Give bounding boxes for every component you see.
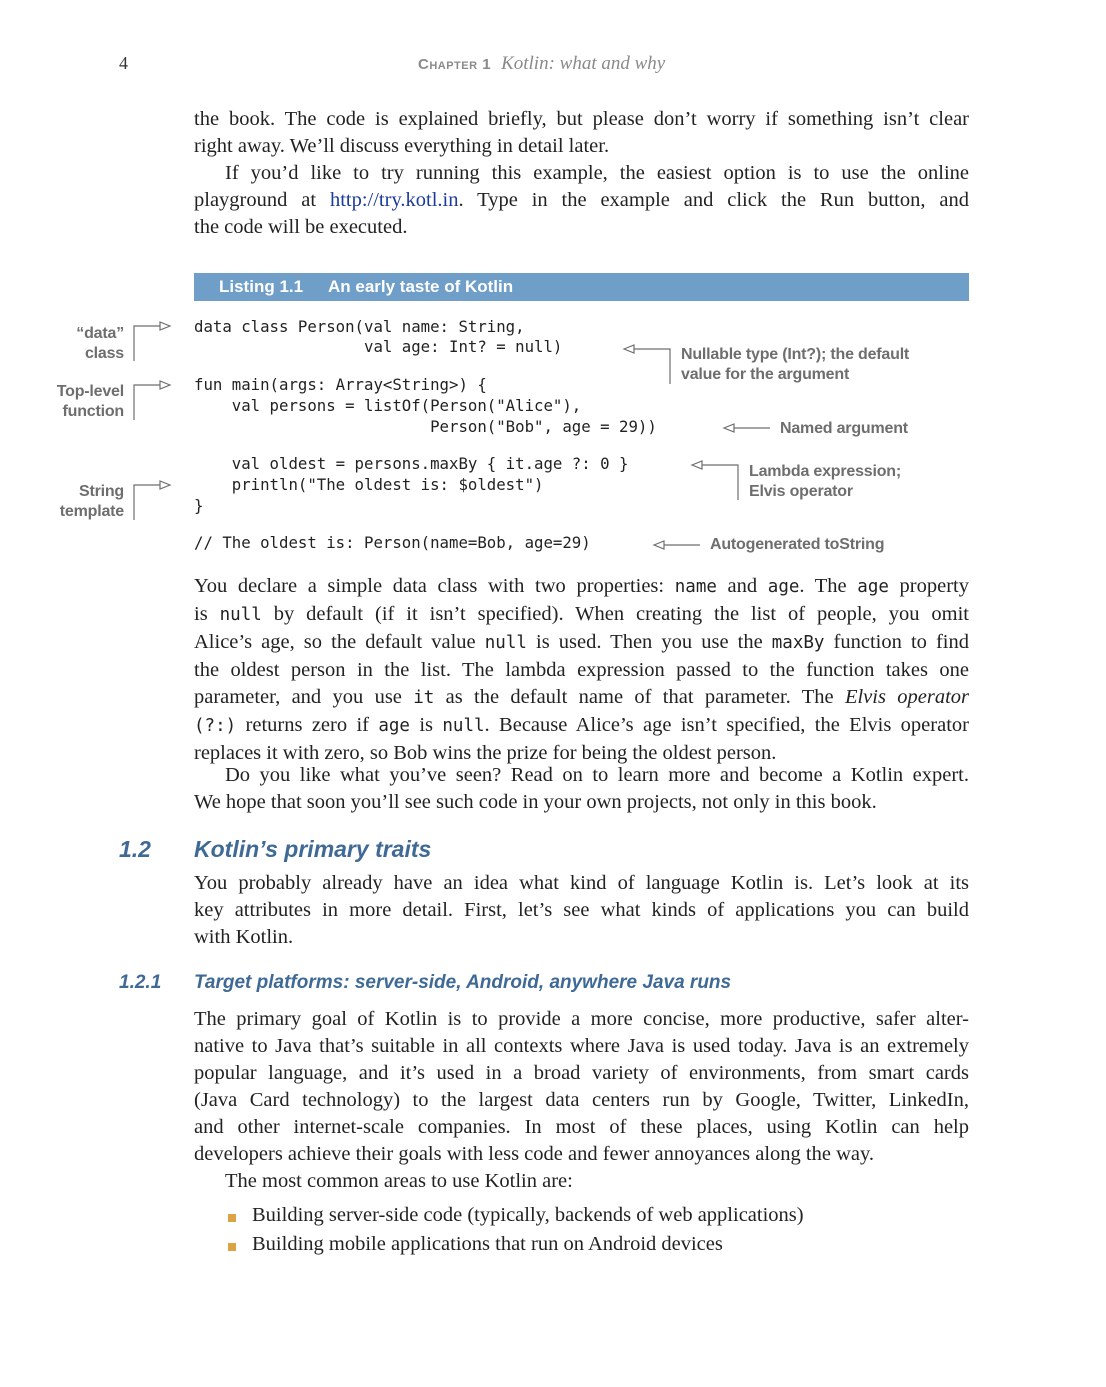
text-line — [194, 684, 969, 712]
text-line: with Kotlin. — [194, 926, 294, 948]
text-line: the oldest person in the list. The lambda expression passed to the function takes one — [194, 659, 969, 681]
callout-text: value for the argument — [681, 366, 850, 383]
text-span: . Because Alice’s age isn’t specified, the Elvis operator — [484, 714, 969, 736]
callout-text: function — [62, 403, 124, 420]
arrow-head — [624, 345, 634, 353]
text-span: function to find — [824, 631, 969, 653]
text-span: and — [716, 575, 768, 597]
text-line: key attributes in more detail. First, let’s see what kinds of applications you can build — [194, 899, 969, 921]
inline-code: age — [857, 577, 889, 597]
connector-line — [134, 485, 160, 520]
emphasis: Elvis operator — [844, 686, 970, 708]
text-line: and other internet-scale companies. In most of these places, using Kotlin can help — [194, 1116, 969, 1138]
subsection-number: 1.2.1 — [119, 972, 162, 993]
text-span: by default (if it isn’t specified). When creating the list of people, you omit — [261, 603, 969, 625]
section-number: 1.2 — [119, 836, 151, 862]
connector-line — [134, 326, 160, 361]
connector-line — [634, 349, 670, 384]
text-line: right away. We’ll discuss everything in detail later. — [194, 135, 610, 157]
code-comment-line: // The oldest is: Person(name=Bob, age=29) — [194, 533, 591, 552]
arrow-head — [160, 322, 170, 330]
inline-code: name — [674, 577, 717, 597]
callout-connectors — [0, 0, 1106, 600]
bullet-item: Building mobile applications that run on Android devices — [252, 1233, 723, 1255]
chapter-title: Kotlin: what and why — [501, 53, 666, 74]
code-line: } — [194, 496, 204, 515]
text-span: is — [409, 714, 443, 736]
text-span: is used. Then you use the — [526, 631, 772, 653]
text-span: as the default name of that parameter. The — [434, 686, 845, 708]
arrow-head — [654, 541, 664, 549]
bullet-marker — [228, 1214, 236, 1222]
callout-named-argument: Named argument — [780, 420, 908, 437]
chapter-label: Chapter 1 — [418, 56, 492, 73]
text-line — [194, 601, 969, 629]
text-line: You probably already have an idea what kind of language Kotlin is. Let’s look at its — [194, 872, 969, 894]
playground-link[interactable]: http://try.kotl.in — [329, 189, 459, 211]
subsection-title: Target platforms: server-side, Android, anywhere Java runs — [194, 972, 732, 993]
text-span: . The — [799, 575, 858, 597]
callout-text: Lambda expression; — [749, 463, 902, 480]
arrow-head — [724, 424, 734, 432]
listing-number: Listing 1.1 — [219, 277, 304, 296]
text-line: We hope that soon you’ll see such code in your own projects, not only in this book. — [194, 791, 877, 813]
text-line — [194, 573, 969, 601]
text-line: If you’d like to try running this example, the easiest option is to use the online — [225, 162, 969, 184]
inline-code: age — [378, 716, 410, 736]
code-line: data class Person(val name: String, — [194, 317, 525, 336]
code-line: Person("Bob", age = 29)) — [194, 417, 657, 436]
text-line: (Java Card technology) to the largest data centers run by Google, Twitter, LinkedIn, — [194, 1089, 969, 1111]
text-span: property — [888, 575, 969, 597]
text-span: Alice’s age, so the default value — [194, 631, 485, 653]
code-line: val persons = listOf(Person("Alice"), — [194, 396, 582, 415]
code-line: fun main(args: Array<String>) { — [194, 375, 487, 394]
text-line: replaces it with zero, so Bob wins the prize for being the oldest person. — [194, 742, 777, 764]
text-span: returns zero if — [236, 714, 379, 736]
explanation-paragraph — [194, 573, 969, 767]
code-line: val age: Int? = null) — [194, 337, 563, 356]
text-line: Do you like what you’ve seen? Read on to learn more and become a Kotlin expert. — [225, 764, 969, 786]
text-line — [194, 629, 969, 657]
callout-text: class — [84, 345, 124, 362]
text-span: is — [194, 603, 220, 625]
connector-line — [702, 465, 738, 500]
text-line: developers achieve their goals with less code and fewer annoyances along the way. — [194, 1143, 875, 1165]
subsection-paragraph — [194, 1006, 969, 1195]
text-line: The most common areas to use Kotlin are: — [225, 1170, 573, 1192]
page-number: 4 — [119, 53, 128, 73]
text-span: . Type in the example and click the Run button, and — [458, 189, 969, 211]
text-span: playground at — [194, 189, 330, 211]
bullet-item: Building server-side code (typically, backends of web applications) — [252, 1204, 804, 1226]
callout-text: Top-level — [56, 383, 124, 400]
text-line: The primary goal of Kotlin is to provide a more concise, more productive, safer alter- — [194, 1008, 969, 1030]
listing-title: An early taste of Kotlin — [328, 277, 514, 296]
connector-line — [134, 385, 160, 420]
inline-code: null — [442, 716, 485, 736]
section-title: Kotlin’s primary traits — [194, 836, 432, 862]
callout-autogenerated-tostring: Autogenerated toString — [710, 536, 885, 553]
callout-text: template — [59, 503, 124, 520]
inline-code: (?:) — [194, 716, 237, 736]
text-line: the book. The code is explained briefly, but please don’t worry if something isn’t clear — [194, 108, 969, 130]
callout-text: Nullable type (Int?); the default — [681, 346, 910, 363]
arrow-head — [692, 461, 702, 469]
callout-text: “data” — [76, 325, 124, 342]
inline-code: age — [767, 577, 800, 597]
bullet-marker — [228, 1243, 236, 1251]
text-line: native to Java that’s suitable in all contexts where Java is used today. Java is an extremely — [194, 1035, 969, 1057]
arrow-head — [160, 481, 170, 489]
callout-text: String — [78, 483, 124, 500]
text-line — [194, 712, 969, 740]
text-span: You declare a simple data class with two properties: — [194, 575, 675, 597]
inline-code: it — [413, 688, 435, 708]
inline-code: null — [484, 633, 527, 653]
text-span: parameter, and you use — [194, 686, 414, 708]
code-line: val oldest = persons.maxBy { it.age ?: 0 } — [194, 454, 629, 473]
arrow-head — [160, 381, 170, 389]
text-line: popular language, and it’s used in a broad variety of environments, from smart cards — [194, 1062, 969, 1084]
inline-code: maxBy — [771, 633, 825, 653]
callout-text: Elvis operator — [749, 483, 853, 500]
inline-code: null — [219, 605, 262, 625]
code-line: println("The oldest is: $oldest") — [194, 475, 544, 494]
explanation-paragraph-2 — [194, 762, 969, 816]
section-paragraph — [194, 870, 969, 951]
text-line: the code will be executed. — [194, 216, 408, 238]
